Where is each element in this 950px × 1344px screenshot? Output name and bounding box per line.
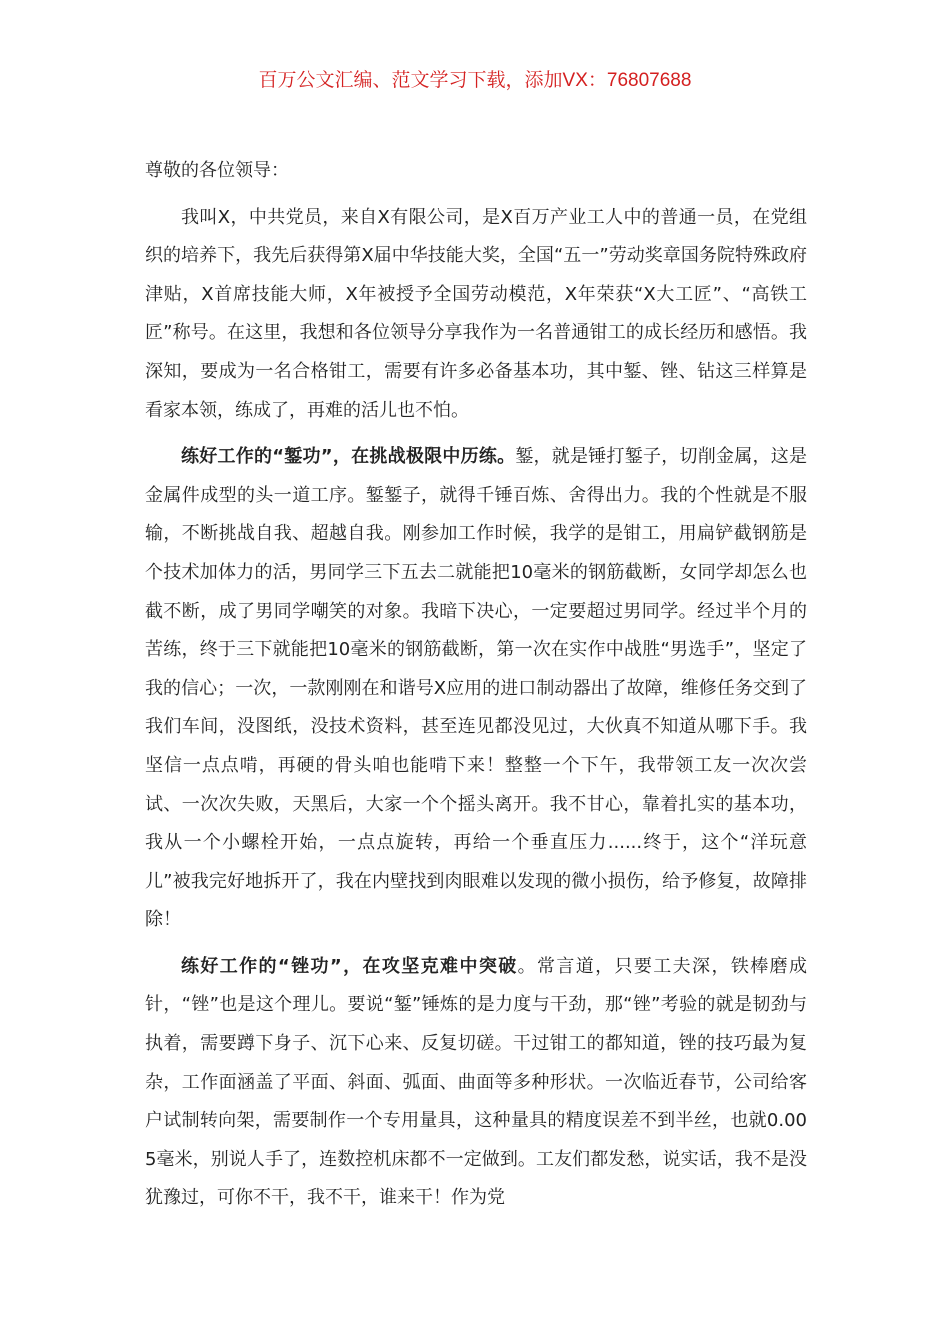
salutation: 尊敬的各位领导： <box>145 160 289 181</box>
paragraph-lead: 练好工作的“錾功”，在挑战极限中历练。 <box>181 446 516 468</box>
paragraph-body: 我叫X，中共党员，来自X有限公司，是X百万产业工人中的普通一员，在党组织的培养下，我先后获得第X届中华技能大奖，全国“五一”劳动奖章国务院特殊政府津贴，X首席技能大师，X年被授予全国劳动模范，X年荣获“X大工匠”、“高铁工匠”称号。在这里，我想和各位领导分享我作为一名普通钳工的成长经历和感悟。我深知，要成为一名合格钳工，需要有许多必备基本功，其中錾、锉、钻这三样算是看家本领，练成了，再难的活儿也不怕。 <box>145 206 807 421</box>
download-promo-banner <box>0 68 950 94</box>
paragraph-body: 錾，就是锤打錾子，切削金属，这是金属件成型的头一道工序。錾錾子，就得千锤百炼、舍得出力。我的个性就是不服输，不断挑战自我、超越自我。刚参加工作时候，我学的是钳工，用扁铲截钢筋是个技术加体力的活，男同学三下五去二就能把10毫米的钢筋截断，女同学却怎么也截不断，成了男同学嘲笑的对象。我暗下决心，一定要超过男同学。经过半个月的苦练，终于三下就能把10毫米的钢筋截断，第一次在实作中战胜“男选手”，坚定了我的信心；一次，一款刚刚在和谐号X应用的进口制动器出了故障，维修任务交到了我们车间，没图纸，没技术资料，甚至连见都没见过，大伙真不知道从哪下手。我坚信一点点啃，再硬的骨头咱也能啃下来！整整一个下午，我带领工友一次次尝试、一次次失败，天黑后，大家一个个摇头离开。我不甘心，靠着扎实的基本功，我从一个小螺栓开始，一点点旋转，再给一个垂直压力......终于，这个“洋玩意儿”被我完好地拆开了，我在内壁找到肉眼难以发现的微小损伤，给予修复，故障排除！ <box>145 446 807 931</box>
promo-text: 百万公文汇编、范文学习下载，添加VX：76807688 <box>258 70 692 91</box>
paragraph-body: 。常言道，只要工夫深，铁棒磨成针，“锉”也是这个理儿。要说“錾”锤炼的是力度与干劲，那“锉”考验的就是韧劲与执着，需要蹲下身子、沉下心来、反复切磋。干过钳工的都知道，锉的技巧最为复杂，工作面涵盖了平面、斜面、弧面、曲面等多种形状。一次临近春节，公司给客户试制转向架，需要制作一个专用量具，这种量具的精度误差不到半丝，也就0.005毫米，别说人手了，连数控机床都不一定做到。工友们都发愁，说实话，我不是没犹豫过，可你不干，我不干，谁来干！作为党 <box>145 955 807 1209</box>
document-body <box>145 152 807 1218</box>
paragraph-chisel-skill <box>145 438 807 940</box>
paragraph-lead: 练好工作的“锉功”，在攻坚克难中突破 <box>181 955 518 977</box>
paragraph-file-skill <box>145 948 807 1218</box>
paragraph-intro <box>145 199 807 431</box>
